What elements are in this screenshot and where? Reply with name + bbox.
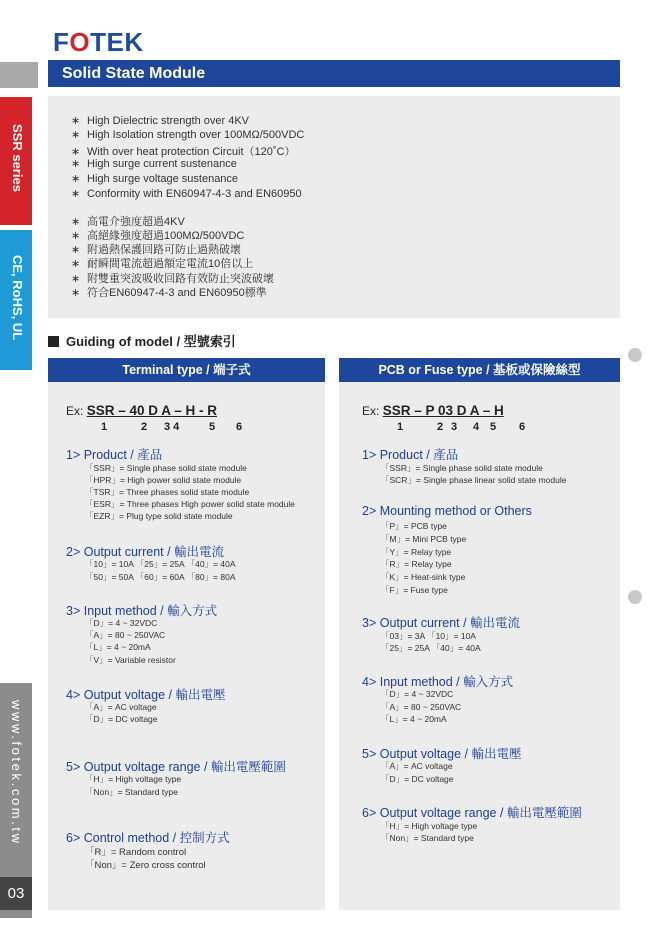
section-title: 1> Product / 產品 [362,448,459,462]
option-item: 「L」= 4 ~ 20mA [85,642,151,652]
option-item: 「A」= 80 ~ 250VAC [381,702,462,712]
binder-hole-icon [628,590,642,604]
model-example: Ex: SSR – P 03 D A – H [362,403,504,418]
option-item: 「H」= High voltage type [381,821,478,831]
page-number: 03 [0,877,32,910]
feature-en: ∗ High Dielectric strength over 4KV [71,115,250,127]
option-item: 「SSR」= Single phase solid state module [381,463,543,473]
example-index: 4 [473,421,480,433]
feature-en: ∗ High Isolation strength over 100MΩ/500VDC [71,129,305,141]
option-item: 「M」= Mini PCB type [381,534,467,544]
series-tab-label: SSR series [10,124,25,192]
section-title: 3> Input method / 輸入方式 [66,604,218,618]
option-item: 「P」= PCB type [381,521,447,531]
option-item: 「SSR」= Single phase solid state module [85,463,247,473]
option-item: 「D」= 4 ~ 32VDC [85,618,158,628]
page-title: Solid State Module [48,60,620,87]
terminal-type-header: Terminal type / 端子式 [48,358,325,382]
option-item: 「50」= 50A 「60」= 60A 「80」= 80A [85,572,236,582]
option-item: 「TSR」= Three phases solid state module [85,487,250,497]
option-item: 「25」= 25A 「40」= 40A [381,643,481,653]
example-index: 2 [141,421,148,433]
feature-zh: ∗ 高電介強度超過4KV [71,216,185,228]
option-item: 「A」= 80 ~ 250VAC [85,630,166,640]
section-title: 4> Output voltage / 輸出電壓 [66,688,226,702]
cert-tab-label: CE, RoHS, UL [10,255,25,341]
option-item: 「HPR」= High power solid state module [85,475,242,485]
square-bullet-icon [48,336,59,347]
feature-zh: ∗ 附過熱保護回路可防止過熱破壞 [71,244,241,256]
option-item: 「SCR」= Single phase linear solid state module [381,475,567,485]
option-item: 「EZR」= Plug type solid state module [85,511,233,521]
option-item: 「D」= 4 ~ 32VDC [381,689,454,699]
example-index: 3 [451,421,458,433]
option-item: 「D」= DC voltage [381,774,454,784]
example-index: 5 [209,421,216,433]
example-index: 1 [397,421,404,433]
option-item: 「Non」= Zero cross control [85,860,206,871]
feature-zh: ∗ 符合EN60947-4-3 and EN60950標準 [71,287,267,299]
section-title: 1> Product / 產品 [66,448,163,462]
feature-en: ∗ High surge voltage sustenance [71,173,239,185]
fotek-logo: FOTEK [53,27,144,57]
option-item: 「A」= AC voltage [85,702,157,712]
section-title: 2> Output current / 輸出電流 [66,545,225,559]
option-item: 「Non」= Standard type [85,787,178,797]
example-index: 6 [519,421,526,433]
website-label: www.fotek.com.tw [9,700,24,846]
section-title: 6> Control method / 控制方式 [66,831,230,845]
option-item: 「R」= Random control [85,847,187,858]
option-item: 「Y」= Relay type [381,547,452,557]
section-title: 5> Output voltage / 輸出電壓 [362,747,522,761]
option-item: 「A」= AC voltage [381,761,453,771]
section-title: 6> Output voltage range / 輸出電壓範圍 [362,806,582,820]
feature-zh: ∗ 耐瞬間電流超過額定電流10倍以上 [71,258,254,270]
example-index: 1 [101,421,108,433]
option-item: 「D」= DC voltage [85,714,158,724]
feature-zh: ∗ 高絕緣強度超過100MΩ/500VDC [71,230,245,242]
example-index: 5 [490,421,497,433]
example-index: 2 [437,421,444,433]
option-item: 「F」= Fuse type [381,585,448,595]
option-item: 「H」= High voltage type [85,774,182,784]
binder-hole-icon [628,348,642,362]
section-title: 2> Mounting method or Others [362,504,532,518]
feature-zh: ∗ 附雙重突波吸收回路有效防止突波破壞 [71,273,274,285]
section-title: 4> Input method / 輸入方式 [362,675,514,689]
option-item: 「Non」= Standard type [381,833,474,843]
feature-en: ∗ With over heat protection Circuit（120˚C） [71,146,296,158]
option-item: 「L」= 4 ~ 20mA [381,714,447,724]
option-item: 「ESR」= Three phases High power solid state module [85,499,296,509]
option-item: 「R」= Relay type [381,559,452,569]
option-item: 「10」= 10A 「25」= 25A 「40」= 40A [85,559,236,569]
option-item: 「V」= Variable resistor [85,655,176,665]
option-item: 「K」= Heat-sink type [381,572,466,582]
side-strip-top [0,62,38,88]
feature-en: ∗ High surge current sustenance [71,158,237,170]
section-title: 5> Output voltage range / 輸出電壓範圍 [66,760,286,774]
model-example: Ex: SSR – 40 D A – H - R [66,403,217,418]
option-item: 「03」= 3A 「10」= 10A [381,631,476,641]
pcb-fuse-type-header: PCB or Fuse type / 基板或保險絲型 [339,358,620,382]
guide-heading: Guiding of model / 型號索引 [48,331,236,350]
section-title: 3> Output current / 輸出電流 [362,616,521,630]
example-index: 6 [236,421,243,433]
example-index: 3 4 [164,421,180,433]
feature-en: ∗ Conformity with EN60947-4-3 and EN60950 [71,188,302,200]
